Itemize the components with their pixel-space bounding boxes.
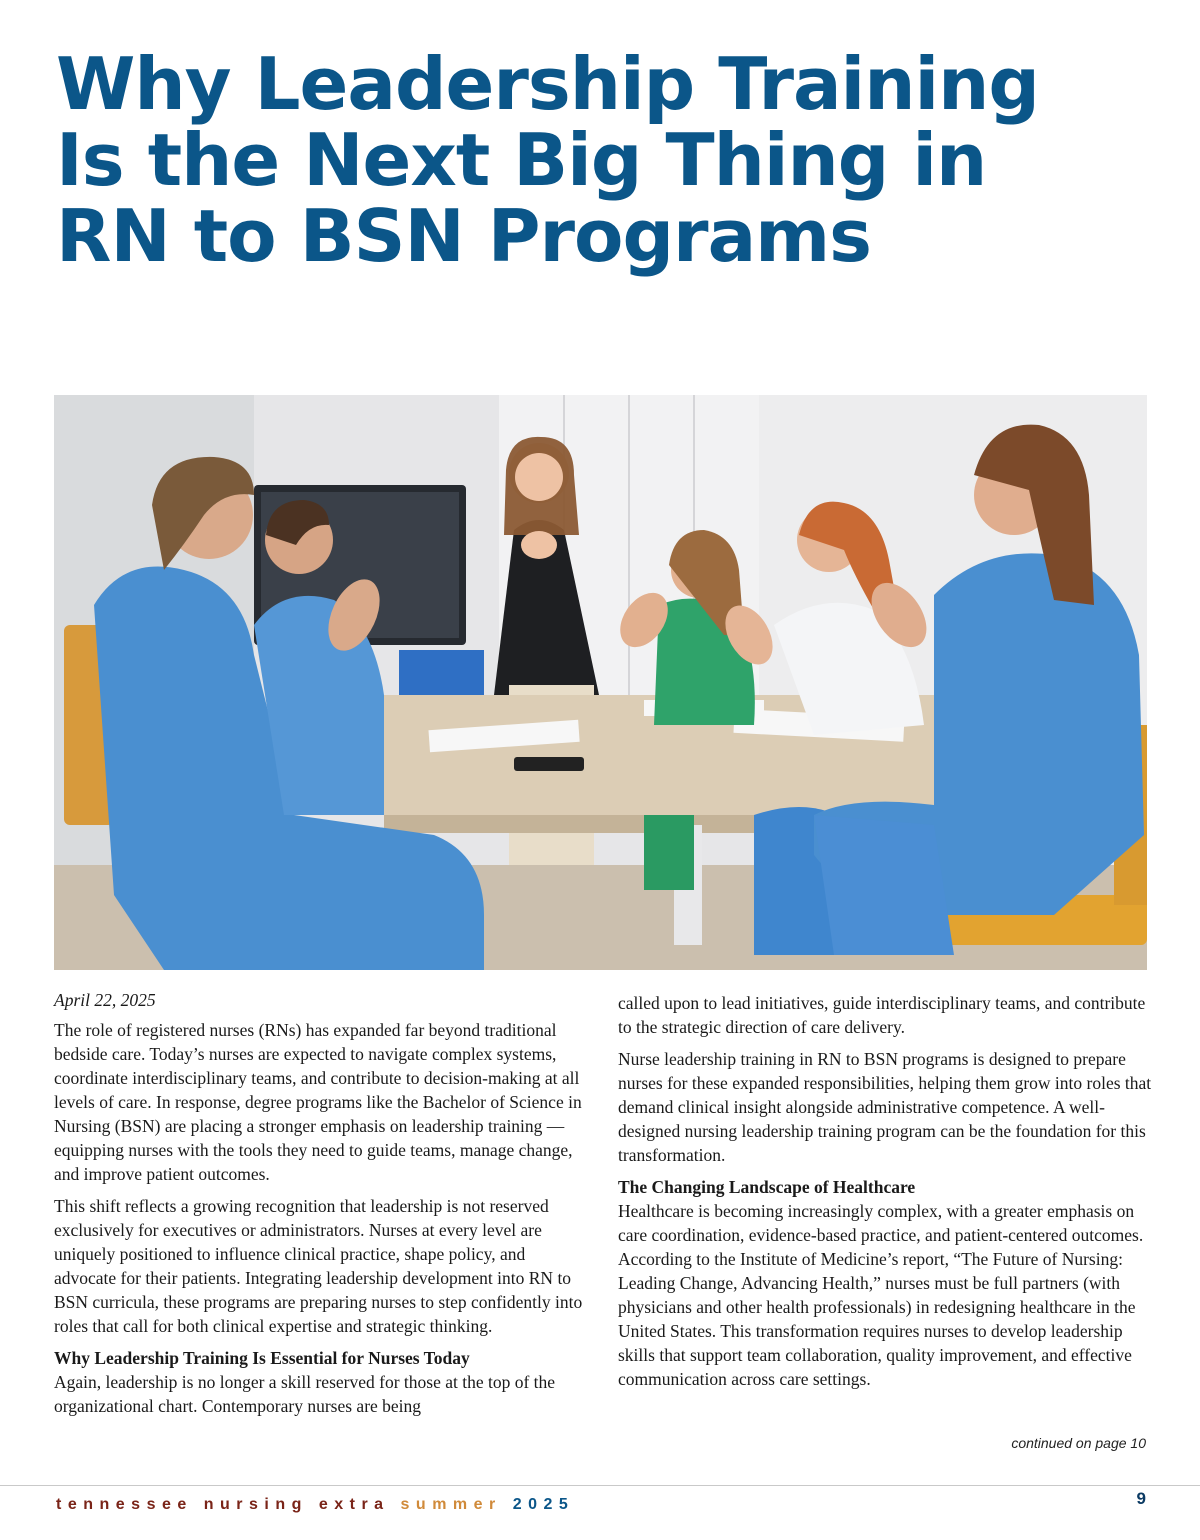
headline-line-1: Why Leadership Training xyxy=(56,42,1039,126)
article-paragraph: Nurse leadership training in RN to BSN programs is designed to prepare nurses for these expanded responsibilities, helping them grow into roles that demand clinical insight alongside administrative competence. A well-designed nursing leadership training program can be the foundation for this transformation. xyxy=(618,1049,1152,1165)
footer-year: 2025 xyxy=(512,1496,575,1513)
headline-line-3: RN to BSN Programs xyxy=(56,194,872,278)
footer-masthead xyxy=(56,1496,574,1514)
article-column-left xyxy=(54,988,584,1426)
page-number: 9 xyxy=(1136,1489,1146,1508)
section-text: Healthcare is becoming increasingly complex, with a greater emphasis on care coordination, evidence-based practice, and patient-centered outcomes. According to the Institute of Medicine’s report, “The Future of Nursing: Leading Change, Advancing Health,” nurses must be full partners (with physicians and other health professionals) in redesigning healthcare in the United States. This transformation requires nurses to develop leadership skills that support team collaboration, quality improvement, and effective communication across care settings. xyxy=(618,1201,1144,1389)
footer-season: summer xyxy=(400,1496,502,1513)
section-heading: Why Leadership Training Is Essential for Nurses Today xyxy=(54,1348,470,1368)
article-paragraph: called upon to lead initiatives, guide interdisciplinary teams, and contribute to the strategic direction of care delivery. xyxy=(618,993,1146,1037)
article-paragraph: The role of registered nurses (RNs) has expanded far beyond traditional bedside care. Today’s nurses are expected to navigate complex systems, coordinate interdisciplinary teams, and contribute to decision-making at all levels of care. In response, degree programs like the Bachelor of Science in Nursing (BSN) are placing a stronger emphasis on leadership training — equipping nurses with the tools they need to guide teams, manage change, and improve patient outcomes. xyxy=(54,1020,582,1184)
section-text: Again, leadership is no longer a skill reserved for those at the top of the organizational chart. Contemporary nurses are being xyxy=(54,1372,556,1416)
article-photo xyxy=(54,395,1147,970)
article-headline xyxy=(56,42,1156,278)
article-section xyxy=(54,1346,584,1418)
article-section xyxy=(618,1175,1153,1391)
article-date: April 22, 2025 xyxy=(54,990,156,1010)
footer-brand: tennessee nursing extra xyxy=(56,1496,390,1513)
continued-note: continued on page 10 xyxy=(1011,1435,1146,1451)
article-column-right xyxy=(618,991,1153,1399)
section-heading: The Changing Landscape of Healthcare xyxy=(618,1177,916,1197)
photo-nurses-applauding-illustration xyxy=(54,395,1147,970)
article-paragraph: This shift reflects a growing recognition that leadership is not reserved exclusively for executives or administrators. Nurses at every level are uniquely positioned to influence clinical practice, shape policy, and advocate for their patients. Integrating leadership development into RN to BSN curricula, these programs are preparing nurses to step confidently into roles that call for both clinical expertise and strategic thinking. xyxy=(54,1196,583,1336)
footer-divider xyxy=(0,1485,1200,1486)
headline-line-2: Is the Next Big Thing in xyxy=(56,118,987,202)
